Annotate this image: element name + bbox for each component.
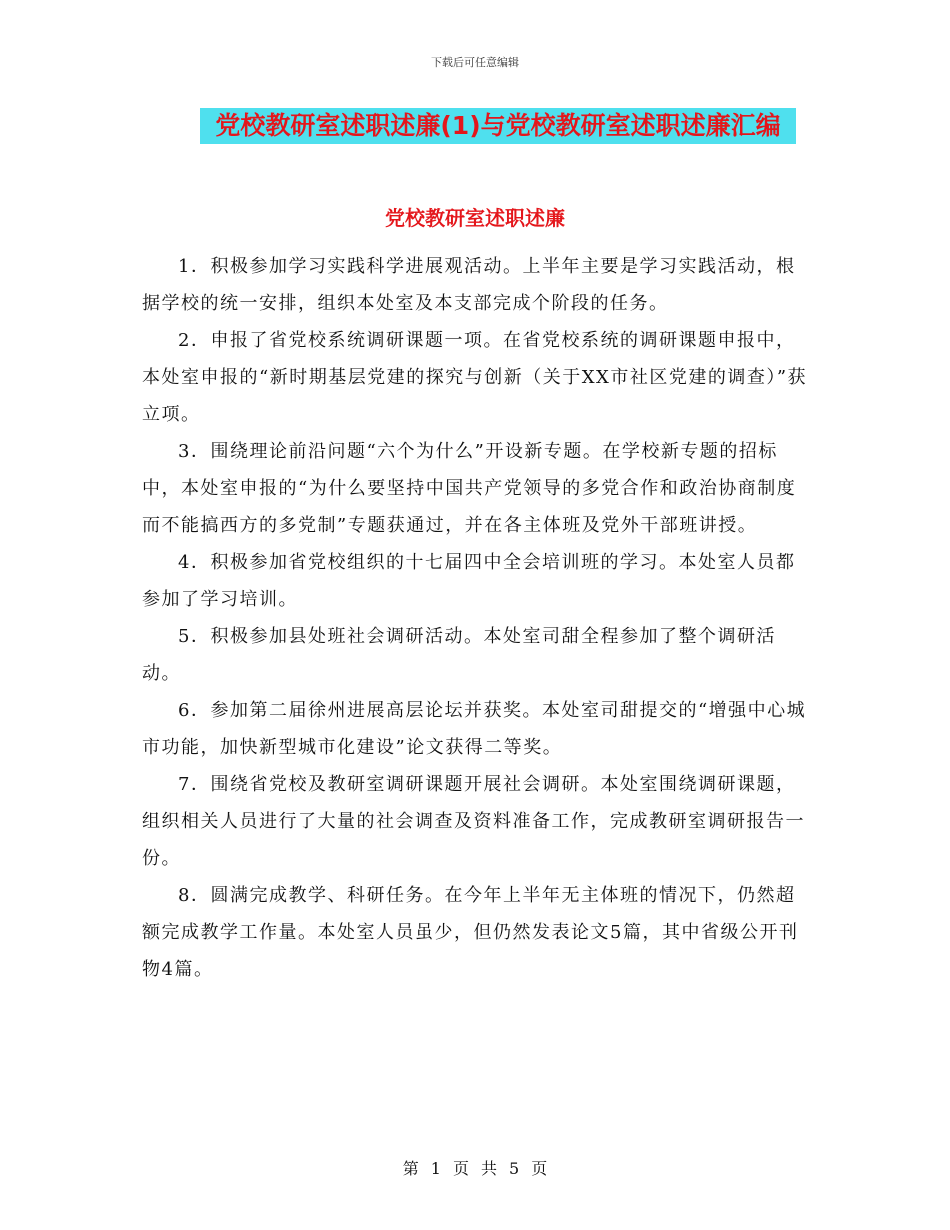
section-title: 党校教研室述职述廉 (385, 206, 565, 230)
paragraph-1: 1．积极参加学习实践科学进展观活动。上半年主要是学习实践活动，根据学校的统一安排，组织本处室及本支部完成个阶段的任务。 (142, 256, 796, 314)
paragraph-8: 8．圆满完成教学、科研任务。在今年上半年无主体班的情况下，仍然超额完成教学工作量。本处室人员虽少，但仍然发表论文5篇，其中省级公开刊物4篇。 (142, 885, 799, 980)
page-footer (0, 1156, 950, 1179)
paragraph-3: 3．围绕理论前沿问题“六个为什么”开设新专题。在学校新专题的招标中，本处室申报的“为什么要坚持中国共产党领导的多党合作和政治协商制度而不能搞西方的多党制”专题获通过，并在各主体班及党外干部班讲授。 (142, 441, 797, 536)
footer-label-unit2: 页 (531, 1159, 548, 1178)
footer-label-total: 共 (481, 1159, 498, 1178)
paragraph-7: 7．围绕省党校及教研室调研课题开展社会调研。本处室围绕调研课题，组织相关人员进行了大量的社会调查及资料准备工作，完成教研室调研报告一份。 (142, 774, 805, 869)
document-body (142, 248, 810, 988)
footer-current-page: 1 (430, 1159, 441, 1178)
footer-label-unit: 页 (452, 1159, 469, 1178)
paragraph-5: 5．积极参加县处班社会调研活动。本处室司甜全程参加了整个调研活动。 (142, 626, 776, 684)
footer-label-page: 第 (402, 1159, 419, 1178)
paragraph-2: 2．申报了省党校系统调研课题一项。在省党校系统的调研课题申报中，本处室申报的“新时期基层党建的探究与创新（关于XX市社区党建的调查）”获立项。 (142, 330, 808, 425)
footer-total-pages: 5 (509, 1159, 520, 1178)
paragraph-6: 6．参加第二届徐州进展高层论坛并获奖。本处室司甜提交的“增强中心城市功能，加快新型城市化建设”论文获得二等奖。 (142, 700, 807, 758)
paragraph-4: 4．积极参加省党校组织的十七届四中全会培训班的学习。本处室人员都参加了学习培训。 (142, 552, 796, 610)
document-title: 党校教研室述职述廉(1)与党校教研室述职述廉汇编 (200, 108, 796, 144)
header-note: 下载后可任意编辑 (431, 56, 519, 69)
